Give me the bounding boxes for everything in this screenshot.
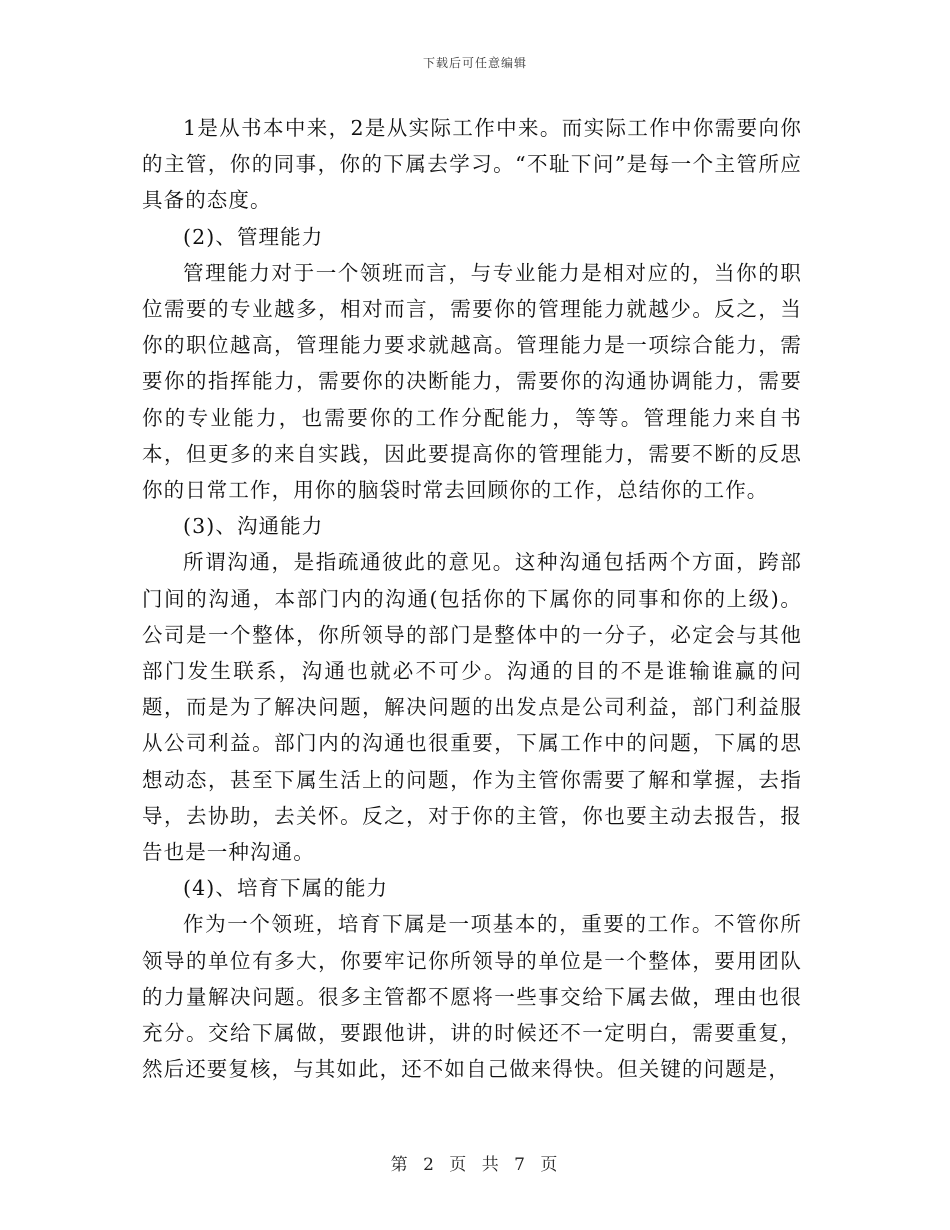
paragraph-cultivating-subordinates: 作为一个领班，培育下属是一项基本的，重要的工作。不管你所领导的单位有多大，你要牢记你所领导的单位是一个整体，要用团队的力量解决问题。很多主管都不愿将一些事交给下属去做，理由也很充分。交给下属做，要跟他讲，讲的时候还不一定明白，需要重复，然后还要复核，与其如此，还不如自己做来得快。但关键的问题是， — [142, 912, 802, 1082]
heading-communication-ability: (3)、沟通能力 — [183, 514, 324, 539]
heading-management-ability: (2)、管理能力 — [183, 224, 324, 249]
document-body — [142, 110, 802, 1087]
paragraph-management-ability: 管理能力对于一个领班而言，与专业能力是相对应的，当你的职位需要的专业越多，相对而言，需要你的管理能力就越少。反之，当你的职位越高，管理能力要求就越高。管理能力是一项综合能力，需要你的指挥能力，需要你的决断能力，需要你的沟通协调能力，需要你的专业能力，也需要你的工作分配能力，等等。管理能力来自书本，但更多的来自实践，因此要提高你的管理能力，需要不断的反思你的日常工作，用你的脑袋时常去回顾你的工作，总结你的工作。 — [142, 260, 802, 503]
header-note: 下载后可任意编辑 — [422, 56, 527, 70]
paragraph-communication-ability: 所谓沟通，是指疏通彼此的意见。这种沟通包括两个方面，跨部门间的沟通，本部门内的沟通(包括你的下属你的同事和你的上级)。公司是一个整体，你所领导的部门是整体中的一分子，必定会与其他部门发生联系，沟通也就必不可少。沟通的目的不是谁输谁赢的问题，而是为了解决问题，解决问题的出发点是公司利益，部门利益服从公司利益。部门内的沟通也很重要，下属工作中的问题，下属的思想动态，甚至下属生活上的问题，作为主管你需要了解和掌握，去指导，去协助，去关怀。反之，对于你的主管，你也要主动去报告，报告也是一种沟通。 — [142, 550, 802, 865]
page-number: 第 2 页 共 7 页 — [390, 1155, 560, 1175]
heading-cultivating-subordinates: (4)、培育下属的能力 — [183, 876, 389, 901]
paragraph-learning-sources: 1是从书本中来，2是从实际工作中来。而实际工作中你需要向你的主管，你的同事，你的下属去学习。“不耻下问”是每一个主管所应具备的态度。 — [142, 116, 802, 213]
